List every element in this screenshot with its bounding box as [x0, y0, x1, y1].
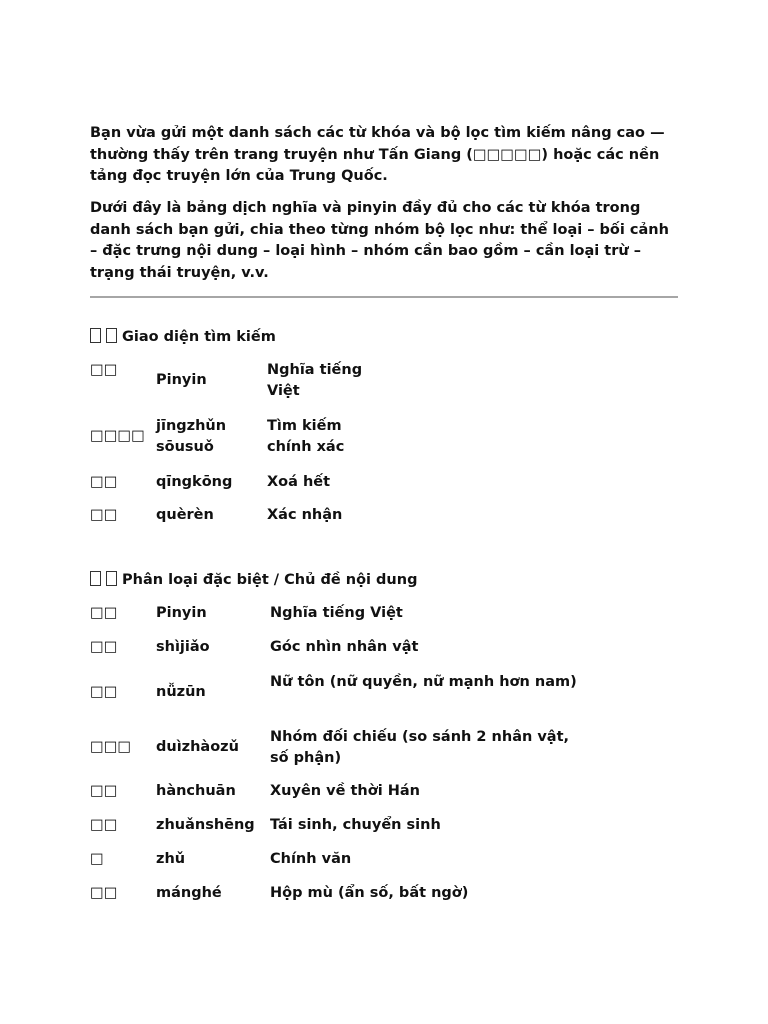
- emoji-placeholder-icon: [106, 571, 117, 586]
- pinyin-cell: mánghé: [156, 885, 222, 901]
- chinese-cell: □□□□: [90, 428, 145, 444]
- emoji-placeholder-icon: [106, 328, 117, 343]
- pinyin-cell: zhuǎnshēng: [156, 817, 255, 833]
- vietnamese-cell: Chính văn: [270, 851, 352, 867]
- section-heading-text: Phân loại đặc biệt / Chủ đề nội dung: [122, 572, 418, 588]
- chinese-cell: □□: [90, 639, 118, 655]
- vietnamese-cell: Nữ tôn (nữ quyền, nữ mạnh hơn nam): [270, 674, 577, 690]
- section-heading-search-ui: [90, 327, 276, 348]
- pinyin-cell: jīngzhǔn sōusuǒ: [156, 418, 227, 455]
- vietnamese-cell: Nghĩa tiếng Việt: [270, 605, 403, 621]
- chinese-cell: □□□: [90, 739, 132, 755]
- section-heading-text: Giao diện tìm kiếm: [122, 329, 276, 345]
- chinese-cell: □□: [90, 474, 118, 490]
- emoji-placeholder-icon: [90, 328, 101, 343]
- chinese-cell: □□: [90, 817, 118, 833]
- pinyin-cell: shìjiǎo: [156, 639, 210, 655]
- pinyin-cell: nǚzūn: [156, 684, 206, 700]
- intro-paragraph-2: Dưới đây là bảng dịch nghĩa và pinyin đầy đủ cho các từ khóa trong danh sách bạn gửi, chia theo từng nhóm bộ lọc như: thể loại – bối cảnh – đặc trưng nội dung – loại hình – nhóm cần bao gồm – cần loại trừ – trạng thái truyện, v.v.: [90, 200, 669, 281]
- chinese-cell: □□: [90, 684, 118, 700]
- vietnamese-cell: Nghĩa tiếng Việt: [267, 362, 363, 399]
- chinese-cell: □□: [90, 783, 118, 799]
- pinyin-cell: duìzhàozǔ: [156, 739, 239, 755]
- vietnamese-cell: Xuyên về thời Hán: [270, 783, 420, 799]
- chinese-cell: □□: [90, 362, 118, 378]
- chinese-cell: □□: [90, 507, 118, 523]
- section-heading-special-categories: [90, 570, 417, 591]
- pinyin-cell: Pinyin: [156, 372, 207, 388]
- vietnamese-cell: Tái sinh, chuyển sinh: [270, 817, 441, 833]
- pinyin-cell: hànchuān: [156, 783, 236, 799]
- vietnamese-cell: Nhóm đối chiếu (so sánh 2 nhân vật, số phận): [270, 729, 570, 766]
- chinese-cell: □: [90, 851, 104, 867]
- pinyin-cell: qīngkōng: [156, 474, 233, 490]
- pinyin-cell: Pinyin: [156, 605, 207, 621]
- vietnamese-cell: Tìm kiếm chính xác: [267, 418, 345, 455]
- vietnamese-cell: Hộp mù (ẩn số, bất ngờ): [270, 885, 469, 901]
- intro-paragraph-1: Bạn vừa gửi một danh sách các từ khóa và bộ lọc tìm kiếm nâng cao — thường thấy trên trang truyện như Tấn Giang (□□□□□) hoặc các nền tảng đọc truyện lớn của Trung Quốc.: [90, 125, 665, 184]
- pinyin-cell: zhǔ: [156, 851, 186, 867]
- vietnamese-cell: Xác nhận: [267, 507, 343, 523]
- vietnamese-cell: Xoá hết: [267, 474, 331, 490]
- chinese-cell: □□: [90, 605, 118, 621]
- horizontal-divider: [90, 296, 678, 298]
- vietnamese-cell: Góc nhìn nhân vật: [270, 639, 419, 655]
- chinese-cell: □□: [90, 885, 118, 901]
- pinyin-cell: quèrèn: [156, 507, 214, 523]
- emoji-placeholder-icon: [90, 571, 101, 586]
